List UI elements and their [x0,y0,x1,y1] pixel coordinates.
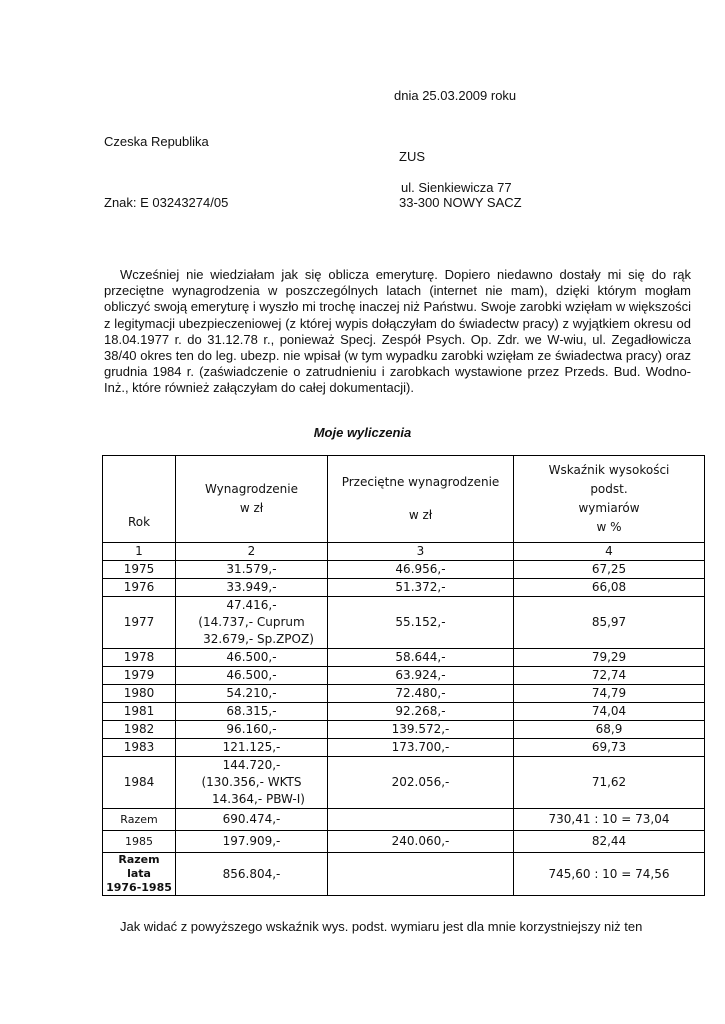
row-ratio: 71,62 [514,757,705,809]
header-average [328,456,514,543]
total-years-row [103,853,705,896]
row-salary: 121.125,- [176,739,328,757]
row-salary: 96.160,- [176,721,328,739]
col-num-1: 1 [103,543,176,561]
header-ratio-line1: Wskaźnik wysokości [548,463,670,477]
row-salary [176,597,328,649]
row-salary: 46.500,- [176,667,328,685]
total-years-average [328,853,514,896]
row-year: 1982 [103,721,176,739]
header-ratio-line3: wymiarów [578,501,640,515]
row-year: 1979 [103,667,176,685]
row-1985-average: 240.060,- [328,831,514,853]
row-ratio: 74,04 [514,703,705,721]
row-average: 58.644,- [328,649,514,667]
row-average: 173.700,- [328,739,514,757]
table-row [103,703,705,721]
header-salary [176,456,328,543]
total-row [103,809,705,831]
row-average: 202.056,- [328,757,514,809]
row-salary: 33.949,- [176,579,328,597]
row-year: 1977 [103,597,176,649]
row-year: 1975 [103,561,176,579]
row-year: 1983 [103,739,176,757]
letter-date: dnia 25.03.2009 roku [394,88,517,103]
row-average: 63.924,- [328,667,514,685]
row-salary-total: 47.416,- [226,598,277,612]
total-years-ratio: 745,60 : 10 = 74,56 [514,853,705,896]
header-salary-line1: Wynagrodzenie [205,482,298,496]
recipient-name: ZUS [399,149,425,164]
row-ratio: 66,08 [514,579,705,597]
row-salary: 68.315,- [176,703,328,721]
total-label: Razem [103,809,176,831]
row-ratio: 85,97 [514,597,705,649]
header-year [103,456,176,543]
row-1985 [103,831,705,853]
table-row [103,721,705,739]
row-year: 1981 [103,703,176,721]
row-1985-ratio: 82,44 [514,831,705,853]
table-row [103,739,705,757]
total-years-label-line2: 1976-1985 [106,881,172,894]
header-year-label: Rok [127,515,151,529]
row-year: 1980 [103,685,176,703]
row-ratio: 72,74 [514,667,705,685]
row-salary-total: 144.720,- [222,758,281,772]
table-row [103,561,705,579]
row-ratio: 69,73 [514,739,705,757]
table-row [103,597,705,649]
header-row [103,456,705,543]
total-ratio: 730,41 : 10 = 73,04 [514,809,705,831]
calculation-table [102,455,705,896]
table-row [103,579,705,597]
table-row [103,667,705,685]
table-row [103,757,705,809]
row-year: 1978 [103,649,176,667]
row-average: 72.480,- [328,685,514,703]
table-row [103,649,705,667]
row-average: 92.268,- [328,703,514,721]
paragraph-text: Wcześniej nie wiedziałam jak się oblicza emeryturę. Dopiero niedawno dostały mi się do rąk przeciętne wynagrodzenia w poszczególnych latach (internet nie mam), dzięki którym mogłam obliczyć swoją emeryturę i wyszło mi trochę inaczej niż Państwu. Swoje zarobki wzięłam w większości z legitymacji ubezpieczeniowej (z której wypis dołączyłam do świadectw pracy) z wyjątkiem okresu od 18.04.1977 r. do 31.12.78 r., ponieważ Specj. Zespół Psych. Op. Zdr. we W-wiu, ul. Zegadłowicza 38/40 okres ten do leg. ubezp. nie wpisał (w tym wypadku zarobki wzięłam ze świadectwa pracy) oraz grudnia 1984 r. (zaświadczenie o zatrudnieniu i zarobkach wystawione przez Przeds. Bud. Wodno-Inż., które również załączyłam do całej dokumentacji). [104,267,691,396]
total-years-label [103,853,176,896]
row-year: 1984 [103,757,176,809]
row-ratio: 79,29 [514,649,705,667]
total-years-salary: 856.804,- [176,853,328,896]
header-average-line2: w zł [408,508,433,522]
col-num-2: 2 [176,543,328,561]
reference-number: Znak: E 03243274/05 [104,195,229,210]
row-salary-detail-1: (130.356,- WKTS [201,775,302,789]
row-salary-detail-2: 32.679,- Sp.ZPOZ) [203,632,314,646]
col-num-4: 4 [514,543,705,561]
row-year: 1976 [103,579,176,597]
total-average [328,809,514,831]
col-num-3: 3 [328,543,514,561]
header-salary-line2: w zł [239,501,264,515]
row-salary-detail-1: (14.737,- Cuprum [198,615,305,629]
row-average: 51.372,- [328,579,514,597]
row-average: 139.572,- [328,721,514,739]
row-ratio: 74,79 [514,685,705,703]
row-salary: 31.579,- [176,561,328,579]
sender-country: Czeska Republika [104,134,209,149]
total-years-label-line1: Razem lata [118,853,160,880]
column-number-row [103,543,705,561]
recipient-city: 33-300 NOWY SACZ [399,195,522,210]
row-salary: 54.210,- [176,685,328,703]
header-average-line1: Przeciętne wynagrodzenie [341,475,500,489]
row-average: 46.956,- [328,561,514,579]
closing-text: Jak widać z powyższego wskaźnik wys. podst. wymiaru jest dla mnie korzystniejszy niż ten [120,919,643,934]
table-title: Moje wyliczenia [313,425,412,440]
header-ratio-line2: podst. [590,482,628,496]
header-ratio [514,456,705,543]
total-salary: 690.474,- [176,809,328,831]
row-1985-salary: 197.909,- [176,831,328,853]
row-salary [176,757,328,809]
row-average: 55.152,- [328,597,514,649]
row-salary: 46.500,- [176,649,328,667]
row-salary-detail-2: 14.364,- PBW-I) [212,792,305,806]
body-paragraph [104,267,691,397]
table-row [103,685,705,703]
row-ratio: 67,25 [514,561,705,579]
row-1985-year: 1985 [103,831,176,853]
header-ratio-line4: w % [596,520,622,534]
recipient-street: ul. Sienkiewicza 77 [401,180,512,195]
row-ratio: 68,9 [514,721,705,739]
